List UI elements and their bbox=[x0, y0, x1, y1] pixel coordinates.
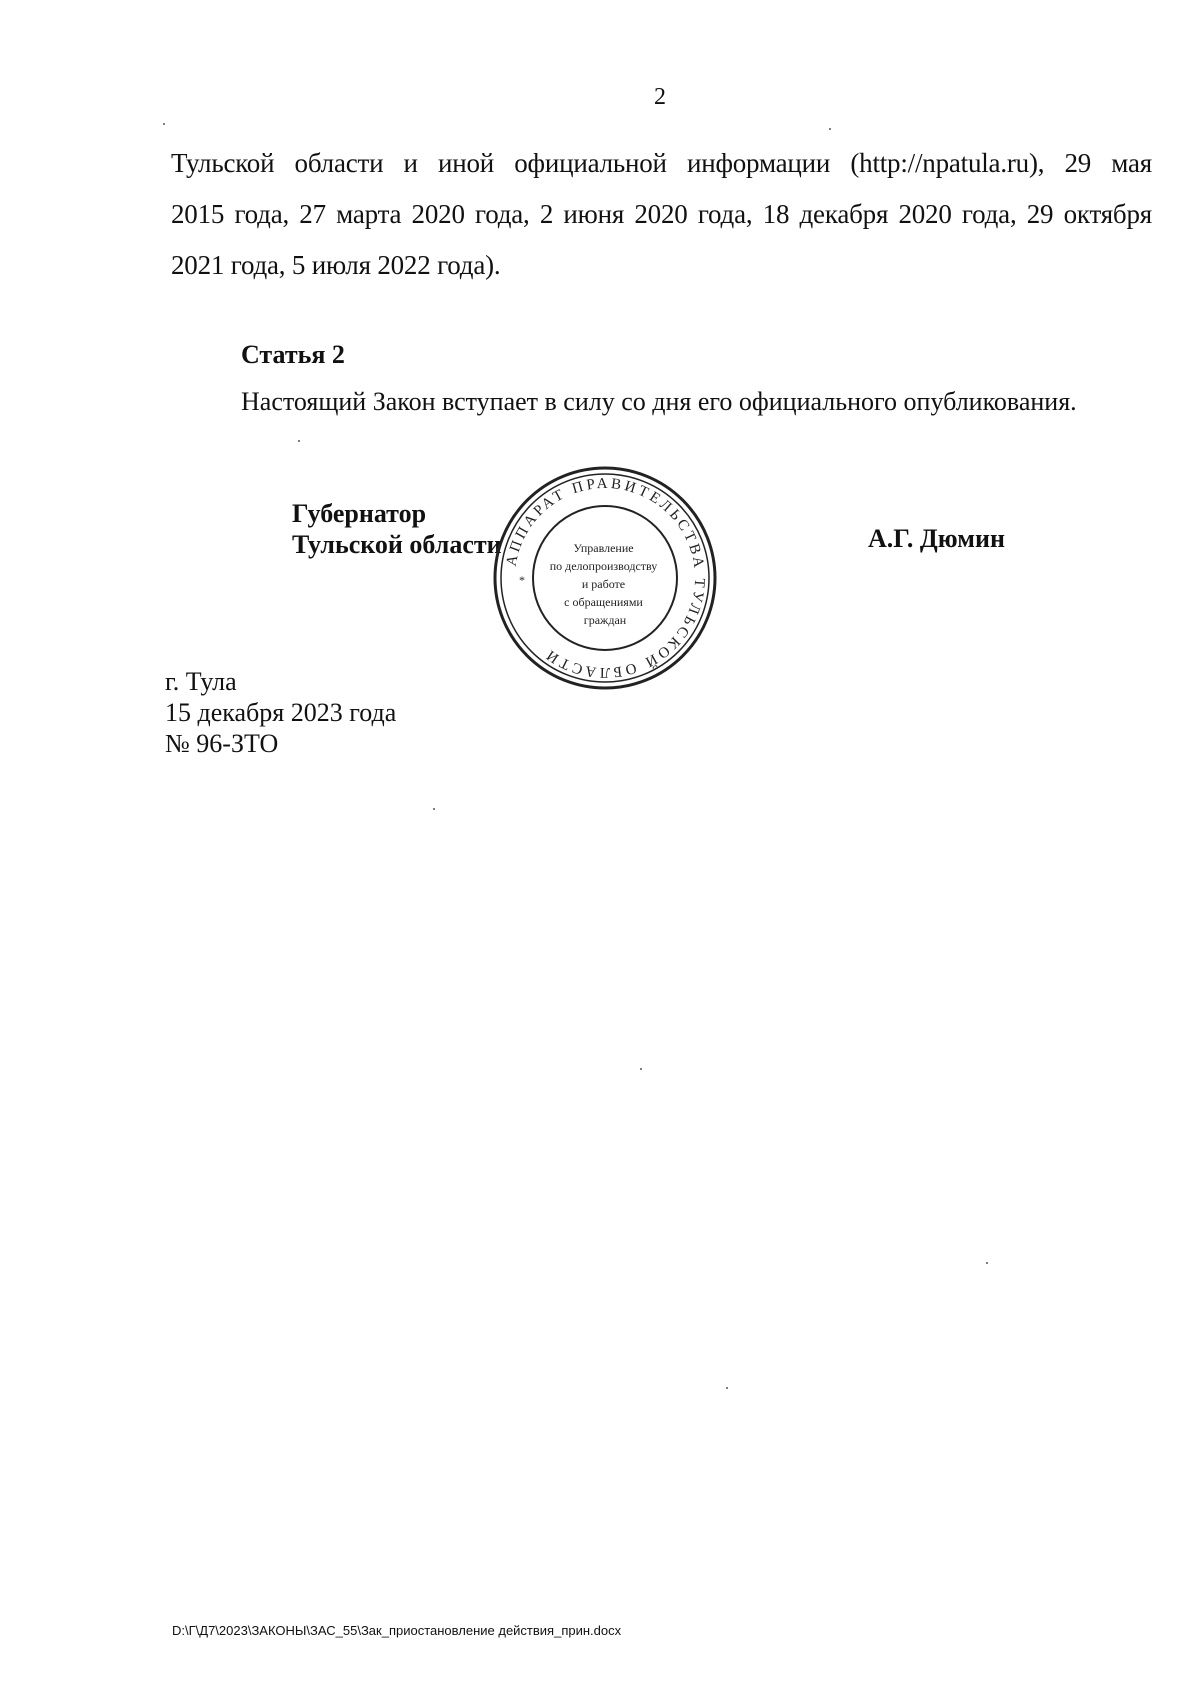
scan-speck bbox=[163, 123, 165, 125]
date: 15 декабря 2023 года bbox=[165, 698, 397, 727]
stamp-inner-line: Управление bbox=[573, 541, 634, 555]
svg-text:Управление по делопроизвод bbox=[550, 541, 661, 627]
scan-speck bbox=[829, 128, 831, 130]
footer-file-path: D:\Г\Д7\2023\ЗАКОНЫ\ЗАС_55\Зак_приостановление действия_прин.docx bbox=[172, 1623, 622, 1638]
article-text: Настоящий Закон вступает в силу со дня его официального опубликования. bbox=[241, 387, 1077, 416]
official-stamp bbox=[493, 466, 717, 690]
scan-speck bbox=[726, 1387, 728, 1389]
city: г. Тула bbox=[165, 667, 237, 696]
stamp-star-icon: * bbox=[519, 573, 525, 587]
signature-title-line: Губернатор bbox=[292, 499, 427, 528]
body-line: Тульской области и иной официальной информации (http://npatula.ru), 29 мая bbox=[171, 148, 1152, 178]
page-number: 2 bbox=[654, 84, 666, 110]
scan-speck bbox=[433, 808, 435, 810]
body-line: 2021 года, 5 июля 2022 года). bbox=[171, 250, 501, 280]
stamp-inner-line: и работе bbox=[581, 577, 626, 591]
signature-title bbox=[292, 498, 502, 560]
stamp-inner-line: с обращениями bbox=[564, 595, 643, 609]
stamp-inner-line: по делопроизводству bbox=[549, 559, 658, 573]
scan-speck bbox=[986, 1262, 988, 1264]
law-number: № 96-ЗТО bbox=[165, 729, 279, 758]
stamp-inner-line: граждан bbox=[583, 613, 627, 627]
signature-name: А.Г. Дюмин bbox=[868, 524, 1005, 553]
scan-speck bbox=[298, 440, 300, 442]
body-line: 2015 года, 27 марта 2020 года, 2 июня 2020 года, 18 декабря 2020 года, 29 октября bbox=[171, 199, 1152, 229]
article-heading: Статья 2 bbox=[241, 340, 345, 369]
body-paragraph bbox=[171, 138, 1152, 291]
scan-speck bbox=[640, 1068, 642, 1070]
stamp-outer-text: АППАРАТ ПРАВИТЕЛЬСТВА ТУЛЬСКОЙ ОБЛАСТИ bbox=[503, 475, 708, 681]
signature-title-line: Тульской области bbox=[292, 530, 502, 559]
place-date-number bbox=[165, 666, 396, 759]
